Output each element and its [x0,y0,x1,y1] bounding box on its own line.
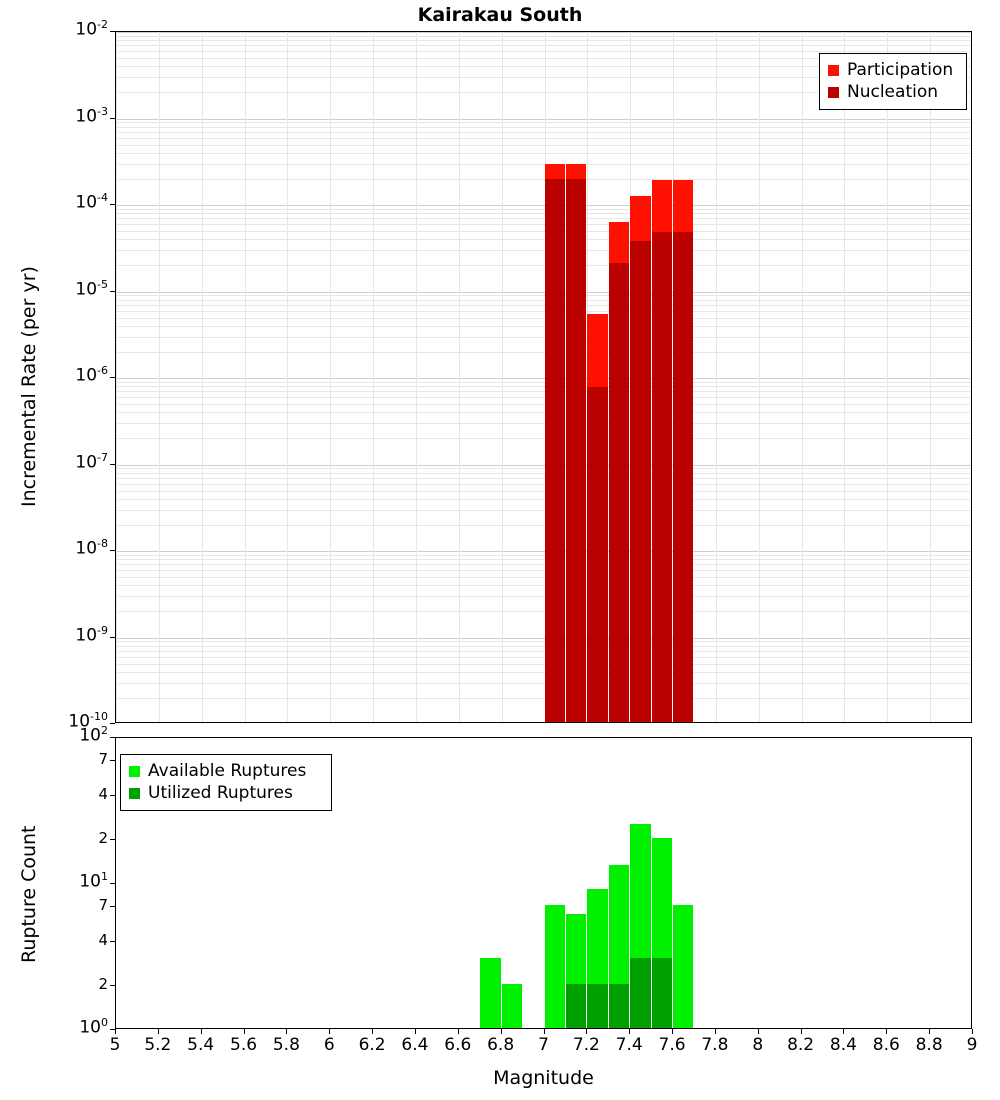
gridline-v [416,32,417,722]
tick-mark [110,204,115,205]
tick-mark [929,1029,930,1034]
tick-mark [110,795,115,796]
gridline-v [459,32,460,722]
y-tick-label-top: $10^{-8}$ [75,537,108,559]
tick-mark [110,118,115,119]
x-tick-label: 5.2 [144,1035,172,1055]
bar-utilized-ruptures [652,958,672,1028]
tick-mark [286,1029,287,1034]
tick-mark [801,1029,802,1034]
tick-mark [110,550,115,551]
legend-bottom [120,754,332,811]
y-tick-label-bottom: $10^2$ [79,724,108,746]
x-tick-label: 8.4 [829,1035,857,1055]
x-tick-label: 7.8 [701,1035,729,1055]
y-tick-label-top: $10^{-4}$ [75,191,108,213]
gridline-v [930,32,931,722]
tick-mark [372,1029,373,1034]
y-tick-label-top: $10^{-2}$ [75,18,108,40]
tick-mark [629,1029,630,1034]
x-tick-label: 8.8 [915,1035,943,1055]
legend-swatch [828,87,839,98]
tick-mark [110,839,115,840]
page-title: Kairakau South [417,4,583,26]
y-tick-label-top: $10^{-7}$ [75,450,108,473]
bar-utilized-ruptures [587,984,607,1028]
tick-mark [110,637,115,638]
y-axis-label-bottom: Rupture Count [18,825,40,963]
x-tick-label: 5.4 [187,1035,215,1055]
y-tick-label-top: $10^{-3}$ [75,104,108,127]
tick-mark [115,1029,116,1034]
x-axis-label: Magnitude [493,1067,594,1089]
x-tick-label: 5 [109,1035,121,1055]
tick-mark [110,464,115,465]
y-tick-label-bottom: 2 [98,829,108,848]
x-tick-label: 6.2 [358,1035,386,1055]
gridline-v [159,32,160,722]
gridline-v [373,32,374,722]
bar-nucleation [652,232,672,722]
x-tick-label: 6 [323,1035,335,1055]
y-axis-label-top: Incremental Rate (per yr) [18,266,40,507]
legend-label: Utilized Ruptures [148,783,293,803]
y-tick-label-bottom: $10^1$ [79,870,108,892]
tick-mark [415,1029,416,1034]
tick-mark [110,737,115,738]
bar-available-ruptures [502,984,522,1028]
tick-mark [843,1029,844,1034]
gridline-v [887,32,888,722]
x-tick-label: 8.6 [872,1035,900,1055]
bar-nucleation [566,179,586,722]
bar-nucleation [609,263,629,722]
tick-mark [110,906,115,907]
tick-mark [672,1029,673,1034]
y-tick-label-top: $10^{-10}$ [68,710,108,732]
y-tick-label-bottom: 2 [98,975,108,994]
legend-swatch [129,766,140,777]
tick-mark [201,1029,202,1034]
tick-mark [758,1029,759,1034]
gridline-v [502,32,503,722]
legend-item [129,782,323,804]
bar-available-ruptures [545,905,565,1028]
y-tick-label-bottom: $10^0$ [79,1016,108,1038]
gridline-v [330,32,331,722]
legend-item [129,760,323,782]
x-tick-label: 7.6 [658,1035,686,1055]
bar-nucleation [630,241,650,722]
tick-mark [110,291,115,292]
x-tick-label: 8 [752,1035,764,1055]
tick-mark [715,1029,716,1034]
bar-nucleation [545,179,565,722]
gridline-v [116,32,117,722]
tick-mark [329,1029,330,1034]
tick-mark [586,1029,587,1034]
x-tick-label: 7.4 [615,1035,643,1055]
tick-mark [158,1029,159,1034]
x-tick-label: 5.6 [230,1035,258,1055]
x-tick-label: 6.4 [401,1035,429,1055]
legend-item [828,81,958,103]
gridline-v [759,32,760,722]
gridline-v [287,32,288,722]
tick-mark [110,723,115,724]
gridline-v [844,32,845,722]
x-tick-label: 7.2 [572,1035,600,1055]
bar-utilized-ruptures [630,958,650,1028]
tick-mark [458,1029,459,1034]
legend-label: Nucleation [847,82,939,102]
tick-mark [110,760,115,761]
bar-nucleation [587,387,607,722]
tick-mark [110,985,115,986]
y-tick-label-top: $10^{-6}$ [75,364,108,386]
x-tick-label: 6.6 [444,1035,472,1055]
x-tick-label: 8.2 [787,1035,815,1055]
y-tick-label-bottom: 7 [98,749,108,768]
y-tick-label-top: $10^{-5}$ [75,277,108,300]
y-tick-label-bottom: 7 [98,895,108,914]
y-tick-label-top: $10^{-9}$ [75,623,108,646]
x-tick-label: 7 [538,1035,549,1055]
gridline-v [716,32,717,722]
y-tick-label-bottom: 4 [98,931,108,950]
legend-top [819,53,967,110]
bar-utilized-ruptures [566,984,586,1028]
legend-swatch [828,65,839,76]
y-tick-label-bottom: 4 [98,785,108,804]
tick-mark [110,883,115,884]
tick-mark [972,1029,973,1034]
tick-mark [886,1029,887,1034]
tick-mark [244,1029,245,1034]
tick-mark [110,941,115,942]
x-tick-label: 6.8 [487,1035,515,1055]
gridline-v [202,32,203,722]
tick-mark [501,1029,502,1034]
bar-available-ruptures [673,905,693,1028]
legend-item [828,59,958,81]
tick-mark [544,1029,545,1034]
tick-mark [110,31,115,32]
bar-available-ruptures [480,958,500,1028]
legend-label: Participation [847,60,954,80]
x-tick-label: 5.8 [272,1035,300,1055]
bar-nucleation [673,232,693,722]
legend-swatch [129,788,140,799]
x-tick-label: 9 [966,1035,978,1055]
tick-mark [110,377,115,378]
incremental-rate-plot [115,31,972,723]
gridline-v [245,32,246,722]
bar-utilized-ruptures [609,984,629,1028]
legend-label: Available Ruptures [148,761,307,781]
gridline-v [802,32,803,722]
